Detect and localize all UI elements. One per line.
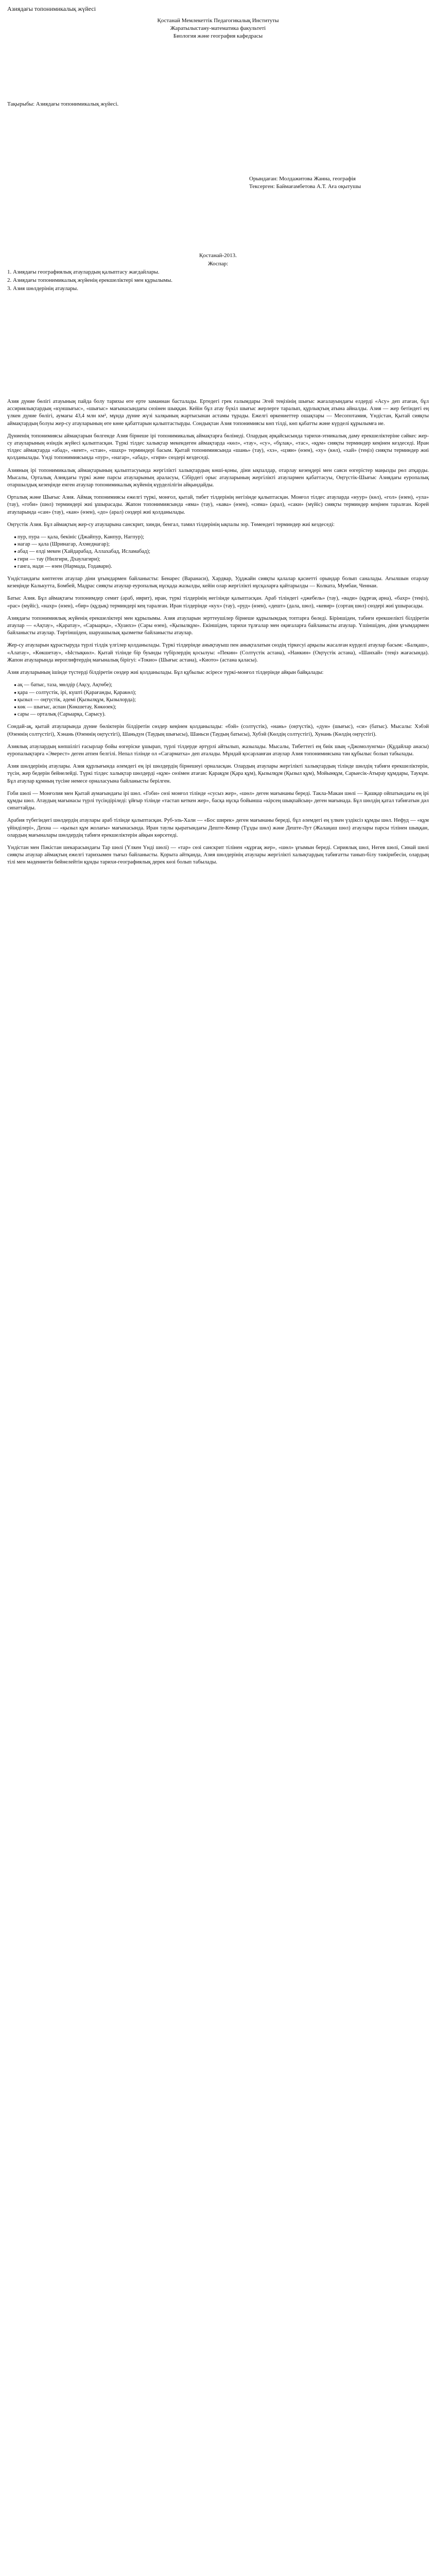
plan-item: 2. Азиядағы топонимикалық жүйенің ерекшеліктері мен құрылымы. <box>7 277 173 283</box>
paragraph: Азия дүние бөлігі атауының пайда болу тарихы өте ерте заманнан басталады. Ертедегі грек ғалымдары Эгей теңізінің шығыс жағалауындағы елдерді «Асу» деп атаған, бұл ассириялықтардың «күншығыс», «шығыс» мағынасындағы сөзінен шыққан. Кейін бұл атау бүкіл шығыс жерлерге таралып, құрлықтың атына айналды. Азия — жер бетіндегі ең үлкен дүние бөлігі, аумағы 43,4 млн км², мұнда дүние жүзі халқының жартысынан астамы тұрады. Ежелгі өркениеттер ошақтары — Месопотамия, Үндістан, Қытай сияқты аймақтардың болуы жер-су атауларының өте көне қабаттарын қалыптастырды. Сондықтан Азия топонимиясы көп тілді, көп қабатты және күрделі құрылымға ие. <box>7 399 429 427</box>
paragraph: Азиядағы топонимиялық жүйенің ерекшеліктері мен құрылымы. Азия атауларын зерттеушілер бірнеше құрылымдық топтарға бөледі. Біріншіден, табиғи ерекшелікті білдіретін атаулар — «Ақтау», «Қаратау», «Сарыарқа», «Хуанхэ» (Сары өзен), «Қызылқұм». Екіншіден, тарихи тұлғалар мен оқиғаларға байланысты атаулар. Үшіншіден, діни ұғымдармен байланысты атаулар. Төртіншіден, шаруашылық қызметке байланысты атаулар. <box>7 615 429 636</box>
paragraph: Сондай-ақ, қытай атауларында дүние бөліктерін білдіретін сөздер кеңінен қолданылады: «бэй» (солтүстік), «нань» (оңтүстік), «дун» (шығыс), «си» (батыс). Мысалы: Хэбэй (Өзеннің солтүстігі), Хэнань (Өзеннің оңтүстігі), Шаньдун (Таудың шығысы), Шаньси (Таудың батысы), Хубэй (Көлдің солтүстігі), Хунань (Көлдің оңтүстігі). <box>7 724 429 737</box>
paragraph: Дүниенің топонимиясы аймақтарын бөлгенде Азия бірнеше ірі топонимикалық аймақтарға бөлінеді. Олардың әрқайсысында тарихи-этникалық даму ерекшеліктеріне сәйкес жер-су атауларының өзіндік жүйесі қалыптасқан. Түркі тілдес халықтар мекендеген аймақтарда «көл», «тау», «су», «бұлақ», «тас», «құм» сияқты терминдер кеңінен кездеседі. Иран тілдес аймақтарда «абад», «кент», «стан», «шахр» терминдері басым. Қытай топонимиясында «шань» (тау), «хэ», «цзян» (өзен), «ху» (көл), «хай» (теңіз) сияқты терминдер жиі қолданылады. Үнді топонимиясында «пур», «нагар», «абад», «гири» сөздері кездеседі. <box>7 433 429 461</box>
paragraph: Орталық және Шығыс Азия. Аймақ топонимиясы ежелгі түркі, монғол, қытай, тибет тілдерінің негізінде қалыптасқан. Монғол тілдес атауларда «нуур» (көл), «гол» (өзен), «ула» (тау), «гоби» (шөл) терминдері жиі ұшырасады. Жапон топонимиясында «яма» (тау), «кава» (өзен), «сима» (арал), «саки» (мүйіс) сияқты терминдер кеңінен таралған. Корей атауларында «сан» (тау), «кан» (өзен), «до» (арал) сөздері жиі қолданылады. <box>7 495 429 515</box>
plan-title: Жоспар: <box>207 261 229 267</box>
institute-name: Қостанай Мемлекеттік Педагогикалық Институты <box>157 18 279 24</box>
paragraph: Гоби шөлі — Монғолия мен Қытай аумағындағы ірі шөл. «Гоби» сөзі монғол тілінде «сусыз жер», «шөл» деген мағынаны береді. Такла-Макан шөлі — Қашқар ойпатындағы ең ірі құмды шөл. Атаудың мағынасы түрлі түсіндіріледі: ұйғыр тілінде «тастап кеткен жер», басқа нұсқа бойынша «кірсең шықпайсың» деген мағынада. Бұл шөлдің қатал табиғатын дәл сипаттайды. <box>7 790 429 811</box>
list-item: • қызыл — оңтүстік, әдемі (Қызылқұм, Қызылорда); <box>18 697 429 704</box>
paragraph: Азия шөлдерінің атаулары. Азия құрлығында әлемдегі ең ірі шөлдердің бірнешеуі орналасқан. Олардың атаулары жергілікті халықтардың тілінде шөлдің табиғи ерекшеліктерін, түсін, жер бедерін бейнелейді. Түркі тілдес халықтар шөлдерді «құм» сөзімен атаған: Қарақұм (Қара құм), Қызылқұм (Қызыл құм), Мойынқұм, Сарыесік-Атырау құмдары, Таукұм. Бұл атаулар құмның түсіне немесе орналасуына байланысты берілген. <box>7 764 429 784</box>
department-name: Биология және география кафедрасы <box>173 33 263 39</box>
list-item: • сары — орталық (Сарыарқа, Сарысу). <box>18 711 429 718</box>
performer-line: Орындаған: Молдажитова Жанна, географія <box>249 176 356 182</box>
paragraph: Үндістандағы көптеген атаулар діни ұғымдармен байланысты: Бенарес (Варанаси), Хардвар, Удджайн сияқты қалалар қасиетті орындар болып саналады. Ағылшын отарлау кезеңінде Калькутта, Бомбей, Мадрас сияқты атаулар еуропалық нұсқада жазылды, кейін олар жергілікті нұсқаларға қайтарылды — Колката, Мумбаи, Ченнаи. <box>7 576 429 589</box>
list-item: • ақ — батыс, таза, мөлдір (Ақсу, Ақтөбе); <box>18 682 429 689</box>
paragraph: Арабия түбегіндегі шөлдердің атаулары араб тілінде қалыптасқан. Руб-эль-Хали — «Бос ширек» деген мағынаны береді, бұл әлемдегі ең үлкен үздіксіз құмды шөл. Нефуд — «құм үйінділері», Дехна — «қызыл құм жолағы» мағынасында. Иран таулы қыратындағы Деште-Кевир (Тұзды шөл) және Деште-Лут (Жалаңаш шөл) атаулары парсы тілінен шыққан, олардың мағыналары шөлдердің табиғи ерекшеліктерін айқын көрсетеді. <box>7 818 429 838</box>
paragraph: Азияның ірі топонимикалық аймақтарының қалыптасуында жергілікті халықтардың көші-қоны, діни ықпалдар, отарлау кезеңдері мен саяси өзгерістер маңызды рөл атқарды. Мысалы, Орталық Азиядағы түркі және парсы атауларының араласуы, Сібірдегі орыс атауларының жергілікті атаулармен қабаттасуы, Оңтүстік-Шығыс Азиядағы еуропалық отаршылдық кезеңінде енген атаулар топонимикалық жүйенің күрделілігін айқындайды. <box>7 467 429 488</box>
body-text <box>7 398 429 867</box>
institution-header <box>7 17 429 40</box>
list-item: • нагар — қала (Шринагар, Ахмеднагар); <box>18 541 429 548</box>
faculty-name: Жаратылыстану-математика факультеті <box>170 25 266 31</box>
paragraph: Азия атауларының ішінде түстерді білдіретін сөздер жиі қолданылады. Бұл құбылыс әсіресе түркі-монғол тілдерінде айқын байқалады: <box>7 670 324 676</box>
paragraph: Жер-су атауларын құрастыруда түрлі тілдік үлгілер қолданылады. Түркі тілдерінде анықтауыш пен анықталатын сөздің тіркесуі арқылы жасалған күрделі атаулар басым: «Балқаш», «Алатау», «Көкшетау», «Ыстықкөл». Қытай тілінде бір буынды түбірлердің қосылуы: «Пекин» (Солтүстік астана), «Нанкин» (Оңтүстік астана), «Шанхай» (теңіз жағасында). Жапон атауларында иероглифтердің мағыналық бірігуі: «Токио» (Шығыс астана), «Киото» (астана қаласы). <box>7 642 429 663</box>
checker-line: Тексерген: Баймағамбетова А.Т. Аға оқытушы <box>249 183 361 190</box>
bullet-list <box>7 534 429 570</box>
paragraph: Азиялық атаулардың көпшілігі ғасырлар бойы өзгеріске ұшырап, түрлі тілдерде әртүрлі айтылып, жазылады. Мысалы, Тибеттегі ең биік шың «Джомолунгма» (Құдайлар анасы) еуропалықтарға «Эверест» деген атпен белгілі. Непал тілінде ол «Сагарматха» деп аталады. Мұндай қосарланған атаулар Азия топонимиясына тән құбылыс болып табылады. <box>7 743 429 757</box>
city-year: Қостанай-2013. <box>199 252 237 259</box>
authors-block <box>249 175 429 191</box>
paragraph: Оңтүстік Азия. Бұл аймақтың жер-су атауларына санскрит, хинди, бенгал, тамил тілдерінің ықпалы зор. Төмендегі терминдер жиі кездеседі: <box>7 521 335 528</box>
plan-block <box>7 260 429 293</box>
document-title: Азиядағы топонимикалық жүйесі <box>7 5 96 12</box>
list-item: • пур, пура — қала, бекініс (Джайпур, Канпур, Нагпур); <box>18 534 429 541</box>
topic-line: Тақырыбы: Азиядағы топонимикалық жүйесі. <box>7 101 119 107</box>
plan-item: 3. Азия шөлдерінің атаулары. <box>7 285 78 292</box>
list-item: • көк — шығыс, аспан (Көкшетау, Көкөзек); <box>18 704 429 711</box>
list-item: • абад — елді мекен (Хайдарабад, Аллахабад, Исламабад); <box>18 548 429 555</box>
list-item: • ганга, нади — өзен (Нармада, Годавари). <box>18 563 429 570</box>
plan-item: 1. Азиядағы географиялық атаулардың қалыптасу жағдайлары. <box>7 269 160 275</box>
bullet-list <box>7 682 429 718</box>
list-item: • қара — солтүстік, ірі, күшті (Қарағанды, Қаракөл); <box>18 689 429 697</box>
paragraph: Батыс Азия. Бұл аймақтағы топонимдер семит (араб, иврит), иран, түркі тілдерінің негізінде қалыптасқан. Араб тіліндегі «джебель» (тау), «вади» (құрғақ арна), «бахр» (теңіз), «рас» (мүйіс), «нахр» (өзен), «бир» (құдық) терминдері кең таралған. Иран тілдерінде «кух» (тау), «руд» (өзен), «дешт» (дала, шөл), «кевир» (сортаң шөл) сөздері жиі ұшырасады. <box>7 596 429 609</box>
list-item: • гири — тау (Нилгири, Дхаулагири); <box>18 556 429 563</box>
paragraph: Үндістан мен Пәкістан шекарасындағы Тар шөлі (Үлкен Үнді шөлі) — «тар» сөзі санскрит тілінен «құрғақ жер», «шөл» ұғымын береді. Сириялық шөл, Негев шөлі, Синай шөлі сияқты атаулар аймақтың ежелгі тарихымен тығыз байланысты. Қорыта айтқанда, Азия шөлдерінің атаулары жергілікті халықтардың табиғатты танып-білу тәжірибесін, олардың тілі мен мәдениетін бейнелейтін құнды тарихи-географиялық дерек көзі болып табылады. <box>7 844 429 866</box>
